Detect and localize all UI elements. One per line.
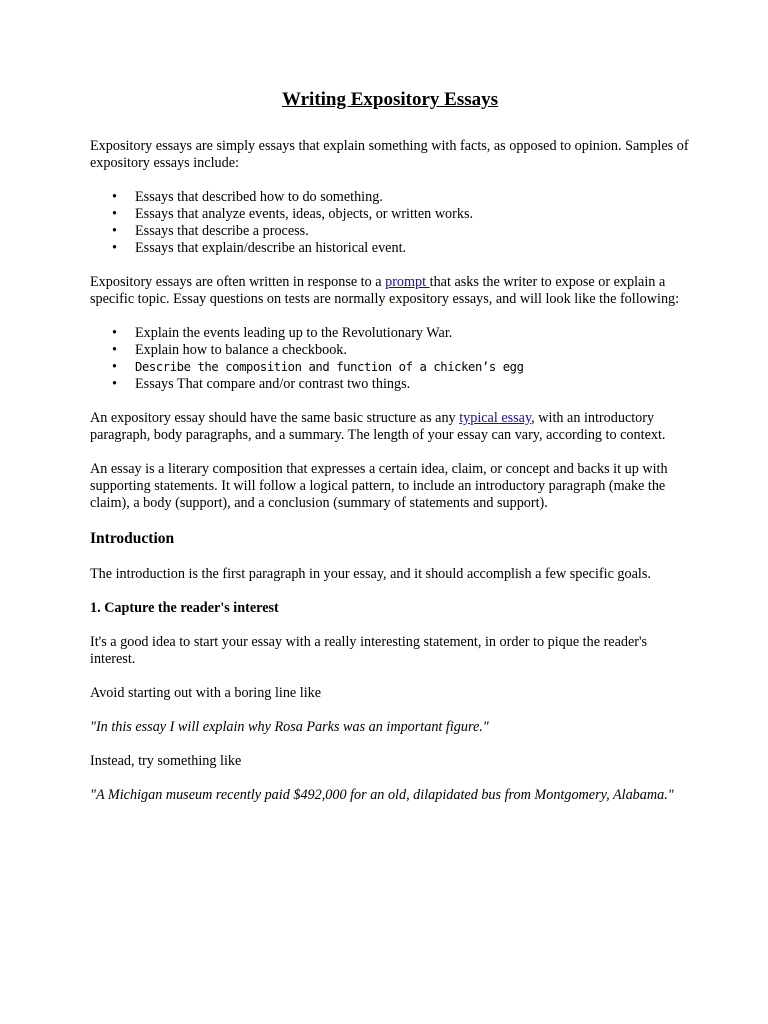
list-item: • Explain the events leading up to the Revolutionary War. bbox=[112, 325, 453, 341]
introduction-paragraph: The introduction is the first paragraph in your essay, and it should accomplish a few specific goals. bbox=[90, 566, 651, 582]
list-item: • Explain how to balance a checkbook. bbox=[112, 342, 347, 358]
introduction-heading: Introduction bbox=[90, 530, 175, 547]
document-title: Writing Expository Essays bbox=[281, 89, 499, 110]
document-page bbox=[90, 88, 690, 821]
structure-paragraph: An expository essay should have the same basic structure as any typical essay, with an introductory paragraph, body paragraphs, and a summary. The length of your essay can vary, according to context. bbox=[90, 410, 666, 443]
bullet-icon: • bbox=[112, 325, 117, 341]
list-item: • Essays that describe a process. bbox=[112, 223, 309, 239]
definition-paragraph: An essay is a literary composition that expresses a certain idea, claim, or concept and backs it up with supporting statements. It will follow a logical pattern, to include an introductory paragraph (make the claim), a body (support), and a conclusion (summary of statements and support). bbox=[90, 461, 668, 511]
bullet-icon: • bbox=[112, 189, 117, 205]
list-item: • Essays That compare and/or contrast two things. bbox=[112, 376, 411, 392]
avoid-line: Avoid starting out with a boring line like bbox=[90, 685, 322, 701]
questions-list bbox=[90, 325, 690, 393]
samples-list bbox=[90, 189, 690, 257]
bullet-icon: • bbox=[112, 376, 117, 392]
prompt-link[interactable]: prompt bbox=[385, 274, 430, 290]
list-item: • Essays that explain/describe an historical event. bbox=[112, 240, 407, 256]
list-item: • Describe the composition and function of a chicken’s egg bbox=[112, 359, 524, 375]
intro-paragraph: Expository essays are simply essays that explain something with facts, as opposed to opinion. Samples of expository essays include: bbox=[90, 138, 689, 171]
bullet-icon: • bbox=[112, 359, 117, 375]
bullet-icon: • bbox=[112, 223, 117, 239]
bullet-icon: • bbox=[112, 240, 117, 256]
typical-essay-link[interactable]: typical essay bbox=[459, 410, 532, 426]
bullet-icon: • bbox=[112, 342, 117, 358]
step1-heading: 1. Capture the reader's interest bbox=[90, 600, 279, 616]
step1-paragraph: It's a good idea to start your essay with a really interesting statement, in order to pique the reader's interest. bbox=[90, 634, 648, 667]
list-item: • Essays that analyze events, ideas, objects, or written works. bbox=[112, 206, 474, 222]
list-item: • Essays that described how to do something. bbox=[112, 189, 383, 205]
instead-line: Instead, try something like bbox=[90, 753, 242, 769]
prompt-paragraph: Expository essays are often written in response to a prompt that asks the writer to expose or explain a specific topic. Essay questions on tests are normally expository essays, and will look like the following: bbox=[90, 274, 680, 307]
good-example-quote: "A Michigan museum recently paid $492,000 for an old, dilapidated bus from Montgomery, Alabama." bbox=[90, 787, 674, 803]
bad-example-quote: "In this essay I will explain why Rosa Parks was an important figure." bbox=[90, 719, 489, 735]
bullet-icon: • bbox=[112, 206, 117, 222]
